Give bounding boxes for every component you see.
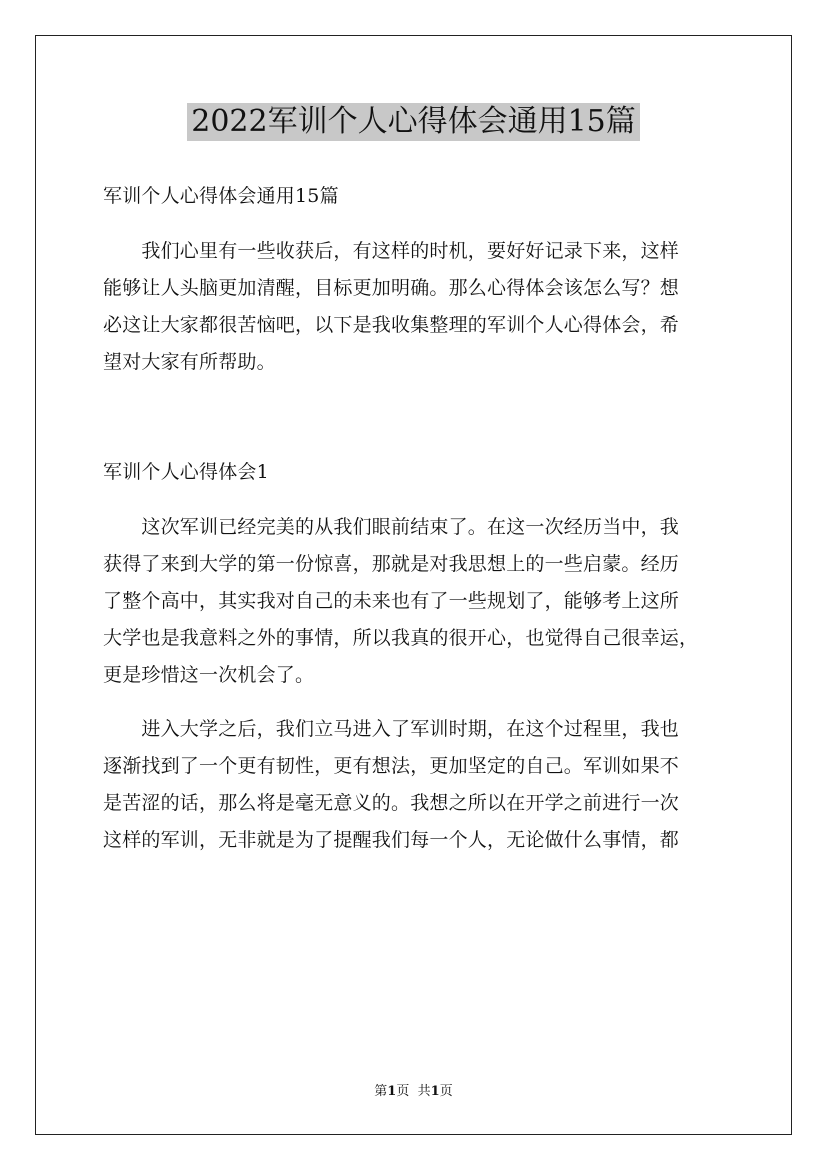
page-number-suffix: 页 xyxy=(396,1084,410,1099)
paragraph-line: 了整个高中，其实我对自己的未来也有了一些规划了，能够考上这所 xyxy=(103,590,680,612)
intro-line: 我们心里有一些收获后，有这样的时机，要好好记录下来，这样 xyxy=(103,240,680,262)
document-subtitle: 军训个人心得体会通用15篇 xyxy=(103,185,339,207)
paragraph-line: 是苦涩的话，那么将是毫无意义的。我想之所以在开学之前进行一次 xyxy=(103,792,680,814)
section-spacer xyxy=(103,381,729,454)
paragraph-line: 这样的军训，无非就是为了提醒我们每一个人，无论做什么事情，都 xyxy=(103,829,680,851)
paragraph-line: 进入大学之后，我们立马进入了军训时期，在这个过程里，我也 xyxy=(103,718,680,740)
intro-paragraph xyxy=(103,233,729,381)
total-pages-prefix: 共 xyxy=(417,1084,431,1099)
section-heading: 军训个人心得体会1 xyxy=(103,461,269,483)
total-pages-suffix: 页 xyxy=(439,1084,453,1099)
paragraph-spacer xyxy=(103,694,729,711)
total-pages: 1 xyxy=(430,1084,440,1099)
title-container xyxy=(0,103,827,141)
paragraph-line: 逐渐找到了一个更有韧性，更有想法，更加坚定的自己。军训如果不 xyxy=(103,755,680,777)
paragraph-line: 大学也是我意料之外的事情，所以我真的很开心，也觉得自己很幸运， xyxy=(103,627,699,649)
document-title: 2022军训个人心得体会通用15篇 xyxy=(187,103,640,141)
paragraph-line: 获得了来到大学的第一份惊喜，那就是对我思想上的一些启蒙。经历 xyxy=(103,553,680,575)
paragraph-1 xyxy=(103,509,729,694)
document-body xyxy=(103,178,729,859)
page-number: 1 xyxy=(387,1084,397,1099)
page-number-prefix: 第 xyxy=(374,1084,388,1099)
paragraph-line: 更是珍惜这一次机会了。 xyxy=(103,664,315,686)
intro-line: 必这让大家都很苦恼吧，以下是我收集整理的军训个人心得体会，希 xyxy=(103,314,680,336)
paragraph-line: 这次军训已经完美的从我们眼前结束了。在这一次经历当中，我 xyxy=(103,516,680,538)
intro-line: 能够让人头脑更加清醒，目标更加明确。那么心得体会该怎么写？想 xyxy=(103,277,680,299)
paragraph-2 xyxy=(103,711,729,859)
page-footer xyxy=(0,1083,827,1101)
intro-line: 望对大家有所帮助。 xyxy=(103,351,276,373)
